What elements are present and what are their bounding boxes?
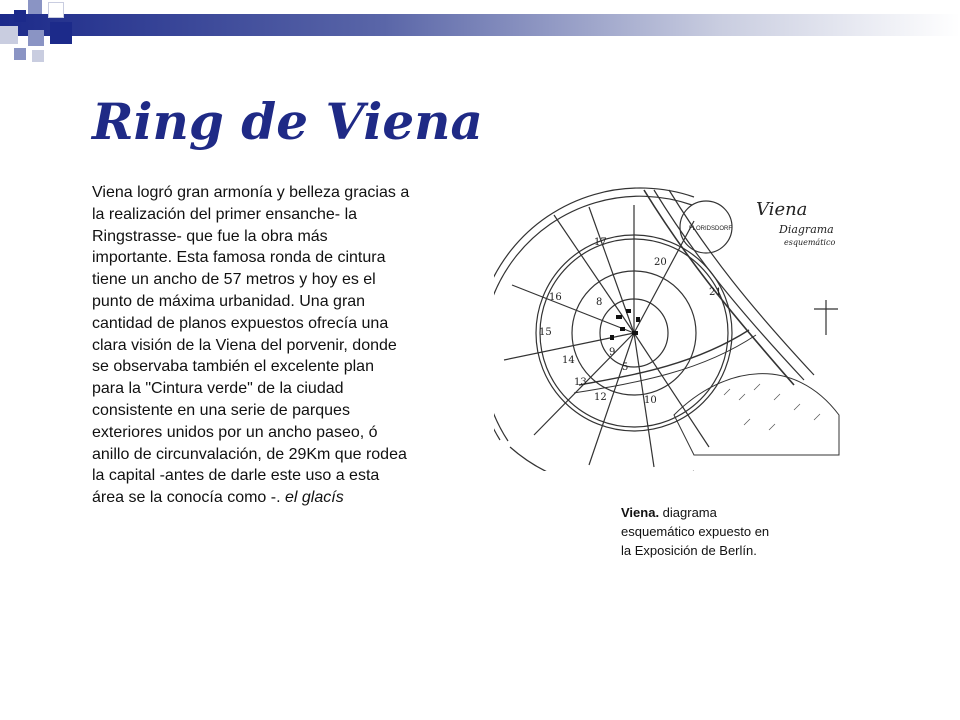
figure-caption xyxy=(621,503,771,560)
map-label-floridsdorf: FLORIDSDORF xyxy=(689,226,733,232)
map-district-number: 5 xyxy=(622,362,629,373)
decor-square xyxy=(0,26,18,44)
decor-square xyxy=(50,22,72,44)
decor-square xyxy=(32,50,44,62)
map-district-number: 17 xyxy=(594,237,607,248)
decor-square xyxy=(14,10,26,22)
decor-square xyxy=(28,0,42,14)
body-italic-text: el glacís xyxy=(285,489,344,507)
map-district-number: 8 xyxy=(596,297,603,308)
decor-square xyxy=(48,2,64,18)
decor-square xyxy=(14,48,26,60)
map-district-number: 9 xyxy=(609,347,616,358)
map-district-number: 12 xyxy=(594,392,607,403)
map-label-esquematico: esquemático xyxy=(784,238,836,247)
map-district-number: 10 xyxy=(644,395,657,406)
vienna-diagram-image xyxy=(494,185,860,471)
map-label-viena: Viena xyxy=(756,199,808,220)
map-district-number: 14 xyxy=(562,355,575,366)
map-district-number: 16 xyxy=(549,292,562,303)
map-district-number: 13 xyxy=(574,377,587,388)
header-gradient-bar xyxy=(0,14,960,36)
map-district-number: 20 xyxy=(654,257,667,268)
map-label-diagrama: Diagrama xyxy=(779,223,834,236)
decor-square xyxy=(28,30,44,46)
body-paragraph xyxy=(92,182,410,509)
slide-title: Ring de Viena xyxy=(92,92,483,151)
map-district-number: 15 xyxy=(539,327,552,338)
caption-bold: Viena. xyxy=(621,505,660,520)
body-main-text: Viena logró gran armonía y belleza gracias a la realización del primer ensanche- la Ringstrasse- que fue la obra más importante. Esta famosa ronda de cintura tiene un ancho de 57 metros y hoy es el punto de máxima urbanidad. Una gran cantidad de planos expuestos ofrecía una clara visión de la Viena del porvenir, donde se observaba también el excelente plan para la "Cintura verde" de la ciudad consistente en una serie de parques exteriores unidos por un ancho paseo, ó anillo de circunvalación, de 29Km que rodea la capital -antes de darle este uso a esta área se la conocía como -. xyxy=(92,184,410,507)
map-district-number: 21 xyxy=(709,287,722,298)
caption-text: diagrama esquemático expuesto en la Exposición de Berlín. xyxy=(621,505,770,558)
